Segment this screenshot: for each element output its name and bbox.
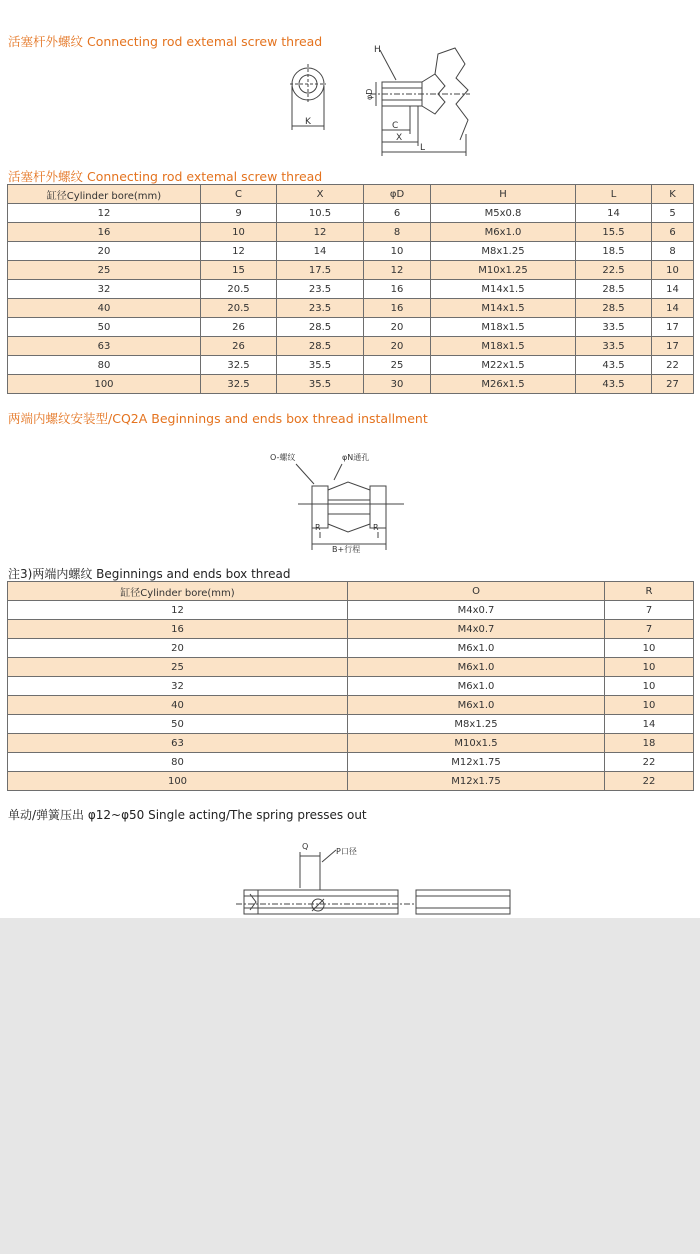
table-cell: 10 xyxy=(605,696,694,715)
label-r-right: R xyxy=(373,523,379,532)
table-cell: 50 xyxy=(8,715,348,734)
table2-title: 注3)两端内螺纹 Beginnings and ends box thread xyxy=(8,567,291,581)
table-cell: 6 xyxy=(364,204,431,223)
table-cell: M8x1.25 xyxy=(431,242,576,261)
table-cell: M8x1.25 xyxy=(348,715,605,734)
table-row xyxy=(8,601,694,620)
table-cell: 16 xyxy=(8,620,348,639)
table-cell: 17 xyxy=(652,337,694,356)
table-cell: 43.5 xyxy=(576,356,652,375)
table-cell: 25 xyxy=(8,658,348,677)
table-row xyxy=(8,223,694,242)
table-cell: M14x1.5 xyxy=(431,299,576,318)
table-cell: 22.5 xyxy=(576,261,652,280)
table-cell: 10 xyxy=(605,639,694,658)
table-cell: 35.5 xyxy=(277,375,364,394)
table-row xyxy=(8,639,694,658)
table-cell: 16 xyxy=(364,280,431,299)
table-row xyxy=(8,375,694,394)
table-cell: M22x1.5 xyxy=(431,356,576,375)
table-cell: 28.5 xyxy=(576,299,652,318)
table-cell: 22 xyxy=(605,772,694,791)
rod-thread-table xyxy=(7,184,694,394)
label-q: Q xyxy=(302,842,309,851)
table-cell: 23.5 xyxy=(277,280,364,299)
table-cell: 12 xyxy=(277,223,364,242)
table-cell: 10 xyxy=(201,223,277,242)
table-cell: 15 xyxy=(201,261,277,280)
table-cell: 10 xyxy=(605,677,694,696)
table-cell: 10.5 xyxy=(277,204,364,223)
table-row xyxy=(8,318,694,337)
table-cell: 28.5 xyxy=(576,280,652,299)
table-cell: 8 xyxy=(652,242,694,261)
label-p: P口径 xyxy=(336,847,357,856)
table-cell: 20.5 xyxy=(201,280,277,299)
table-cell: 14 xyxy=(652,299,694,318)
label-r-left: R xyxy=(315,523,321,532)
table-cell: 32 xyxy=(8,280,201,299)
label-o-thread: O-螺纹 xyxy=(270,453,296,462)
table-cell: 17 xyxy=(652,318,694,337)
table-cell: M10x1.25 xyxy=(431,261,576,280)
table-cell: 20 xyxy=(8,639,348,658)
table-cell: 80 xyxy=(8,356,201,375)
table-cell: M10x1.5 xyxy=(348,734,605,753)
table-cell: 32.5 xyxy=(201,356,277,375)
table-cell: 33.5 xyxy=(576,337,652,356)
table-cell: 14 xyxy=(605,715,694,734)
table-cell: 16 xyxy=(364,299,431,318)
header-cell: O xyxy=(348,582,605,601)
table-cell: 10 xyxy=(652,261,694,280)
table-cell: M6x1.0 xyxy=(348,677,605,696)
table1-title: 活塞杆外螺纹 Connecting rod extemal screw thread xyxy=(8,169,323,184)
table-cell: M6x1.0 xyxy=(348,696,605,715)
table-cell: 7 xyxy=(605,620,694,639)
table-cell: 40 xyxy=(8,696,348,715)
table-cell: 20 xyxy=(364,337,431,356)
label-l: L xyxy=(420,143,426,153)
table-cell: 14 xyxy=(576,204,652,223)
table-cell: 35.5 xyxy=(277,356,364,375)
table-cell: 8 xyxy=(364,223,431,242)
label-n-hole: φN通孔 xyxy=(342,453,370,462)
table-cell: 6 xyxy=(652,223,694,242)
header-cell: 缸径Cylinder bore(mm) xyxy=(8,185,201,204)
table-cell: 16 xyxy=(8,223,201,242)
table-cell: 28.5 xyxy=(277,318,364,337)
table-cell: 30 xyxy=(364,375,431,394)
header-cell: H xyxy=(431,185,576,204)
table-row xyxy=(8,772,694,791)
table-cell: M18x1.5 xyxy=(431,337,576,356)
table-cell: 33.5 xyxy=(576,318,652,337)
table-row xyxy=(8,242,694,261)
table-cell: 18.5 xyxy=(576,242,652,261)
table-cell: 40 xyxy=(8,299,201,318)
table-row xyxy=(8,715,694,734)
table-cell: 100 xyxy=(8,772,348,791)
label-b-stroke: B+行程 xyxy=(332,545,361,554)
header-cell: 缸径Cylinder bore(mm) xyxy=(8,582,348,601)
table-cell: M6x1.0 xyxy=(431,223,576,242)
table-cell: 32.5 xyxy=(201,375,277,394)
table-cell: 12 xyxy=(364,261,431,280)
section1-title: 活塞杆外螺纹 Connecting rod extemal screw thread xyxy=(8,34,323,49)
table-cell: 12 xyxy=(201,242,277,261)
table-row xyxy=(8,620,694,639)
table-cell: M5x0.8 xyxy=(431,204,576,223)
table-cell: 26 xyxy=(201,318,277,337)
table-cell: 17.5 xyxy=(277,261,364,280)
table-row xyxy=(8,696,694,715)
table-header-row xyxy=(8,185,694,204)
table-cell: 20 xyxy=(8,242,201,261)
table-header-row xyxy=(8,582,694,601)
table-cell: M14x1.5 xyxy=(431,280,576,299)
table-cell: 23.5 xyxy=(277,299,364,318)
table-cell: 28.5 xyxy=(277,337,364,356)
section3-title: 单动/弹簧压出 φ12~φ50 Single acting/The spring presses out xyxy=(8,808,367,822)
table-cell: 15.5 xyxy=(576,223,652,242)
table-cell: 80 xyxy=(8,753,348,772)
table-cell: 25 xyxy=(8,261,201,280)
table-cell: 20 xyxy=(364,318,431,337)
table-row xyxy=(8,658,694,677)
header-cell: φD xyxy=(364,185,431,204)
table-cell: 50 xyxy=(8,318,201,337)
table-row xyxy=(8,677,694,696)
table-cell: 12 xyxy=(8,601,348,620)
table-cell: 26 xyxy=(201,337,277,356)
table-cell: 9 xyxy=(201,204,277,223)
table-row xyxy=(8,204,694,223)
label-h: H xyxy=(374,45,381,55)
table-row xyxy=(8,299,694,318)
header-cell: C xyxy=(201,185,277,204)
table-cell: M12x1.75 xyxy=(348,772,605,791)
table-cell: 10 xyxy=(605,658,694,677)
section2-title: 两端内螺纹安装型/CQ2A Beginnings and ends box thread installment xyxy=(8,411,428,426)
table-cell: M26x1.5 xyxy=(431,375,576,394)
table-row xyxy=(8,261,694,280)
table-cell: 10 xyxy=(364,242,431,261)
box-thread-diagram xyxy=(262,446,412,558)
label-x: X xyxy=(396,133,403,143)
table-cell: M12x1.75 xyxy=(348,753,605,772)
header-cell: L xyxy=(576,185,652,204)
table-cell: 18 xyxy=(605,734,694,753)
rod-thread-diagram xyxy=(270,44,490,160)
box-thread-table xyxy=(7,581,694,791)
table-cell: 63 xyxy=(8,337,201,356)
table-cell: 63 xyxy=(8,734,348,753)
table-cell: 12 xyxy=(8,204,201,223)
table-cell: M6x1.0 xyxy=(348,639,605,658)
header-cell: K xyxy=(652,185,694,204)
table-cell: 5 xyxy=(652,204,694,223)
table-row xyxy=(8,280,694,299)
table-row xyxy=(8,734,694,753)
single-acting-diagram xyxy=(236,838,526,918)
table-cell: 14 xyxy=(277,242,364,261)
header-cell: R xyxy=(605,582,694,601)
table-cell: 100 xyxy=(8,375,201,394)
table-row xyxy=(8,753,694,772)
header-cell: X xyxy=(277,185,364,204)
table-cell: 25 xyxy=(364,356,431,375)
table-cell: 32 xyxy=(8,677,348,696)
table-cell: 20.5 xyxy=(201,299,277,318)
table-cell: 43.5 xyxy=(576,375,652,394)
table-cell: M6x1.0 xyxy=(348,658,605,677)
table-cell: 22 xyxy=(652,356,694,375)
table-cell: 7 xyxy=(605,601,694,620)
table-cell: 27 xyxy=(652,375,694,394)
table-cell: 14 xyxy=(652,280,694,299)
label-k: K xyxy=(305,117,311,127)
label-c: C xyxy=(392,121,399,131)
table-cell: M4x0.7 xyxy=(348,620,605,639)
table-cell: M18x1.5 xyxy=(431,318,576,337)
label-d: φD xyxy=(365,88,374,100)
table-cell: 22 xyxy=(605,753,694,772)
table-cell: M4x0.7 xyxy=(348,601,605,620)
table-row xyxy=(8,337,694,356)
table-row xyxy=(8,356,694,375)
